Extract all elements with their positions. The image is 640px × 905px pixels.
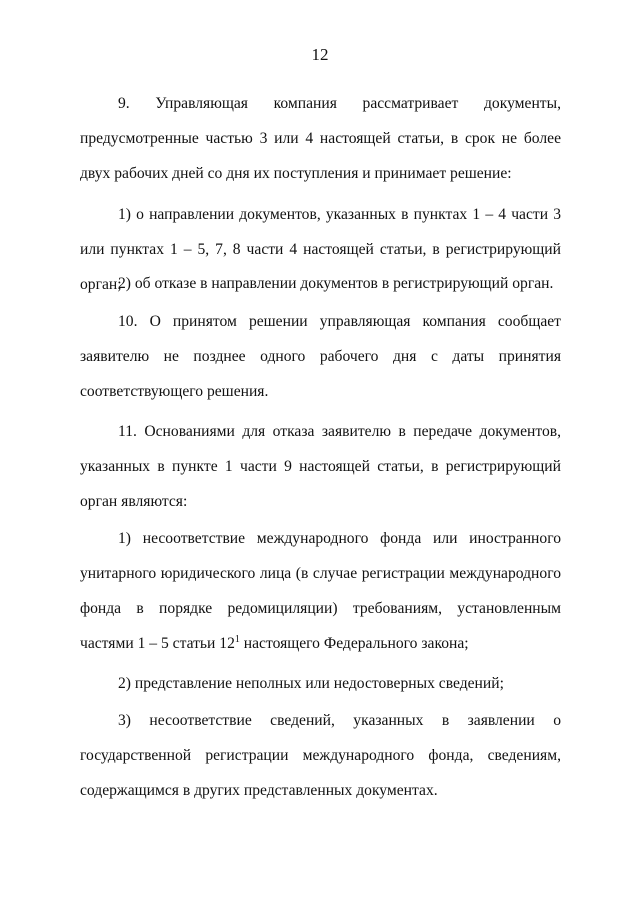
paragraph-11-item-3 [80, 703, 561, 808]
paragraph-text: 2) представление неполных или недостоверных сведений; [118, 675, 504, 692]
paragraph-text-main: 1) несоответствие международного фонда или иностранного унитарного юридического лица (в случае регистрации международного фонда в порядке редомициляции) требованиям, установленным частями 1 – 5 статьи 12 [80, 530, 561, 652]
paragraph-text: 9. Управляющая компания рассматривает документы, предусмотренные частью 3 или 4 настоящей статьи, в срок не более двух рабочих дней со дня их поступления и принимает решение: [80, 95, 561, 182]
paragraph-text: 1) о направлении документов, указанных в пунктах 1 – 4 части 3 или пунктах 1 – 5, 7, 8 части 4 настоящей статьи, в регистрирующий орган; [80, 206, 561, 293]
paragraph-text: 10. О принятом решении управляющая компания сообщает заявителю не позднее одного рабочего дня с даты принятия соответствующего решения. [80, 313, 561, 400]
paragraph-text: 11. Основаниями для отказа заявителю в передаче документов, указанных в пункте 1 части 9 настоящей статьи, в регистрирующий орган являются: [80, 423, 561, 510]
paragraph-11-item-2 [80, 666, 561, 701]
paragraph-text: 2) об отказе в направлении документов в регистрирующий орган. [118, 275, 554, 292]
paragraph-text-tail: настоящего Федерального закона; [239, 635, 469, 652]
paragraph-10 [80, 304, 561, 409]
superscript-index: 1 [234, 634, 240, 645]
page-number: 12 [311, 45, 329, 64]
paragraph-11 [80, 414, 561, 519]
paragraph-11-item-1 [80, 521, 561, 661]
paragraph-9 [80, 86, 561, 191]
paragraph-9-item-2 [80, 266, 561, 301]
paragraph-text [80, 521, 561, 661]
paragraph-text: 3) несоответствие сведений, указанных в заявлении о государственной регистрации международного фонда, сведениям, содержащимся в других представленных документах. [80, 712, 561, 799]
